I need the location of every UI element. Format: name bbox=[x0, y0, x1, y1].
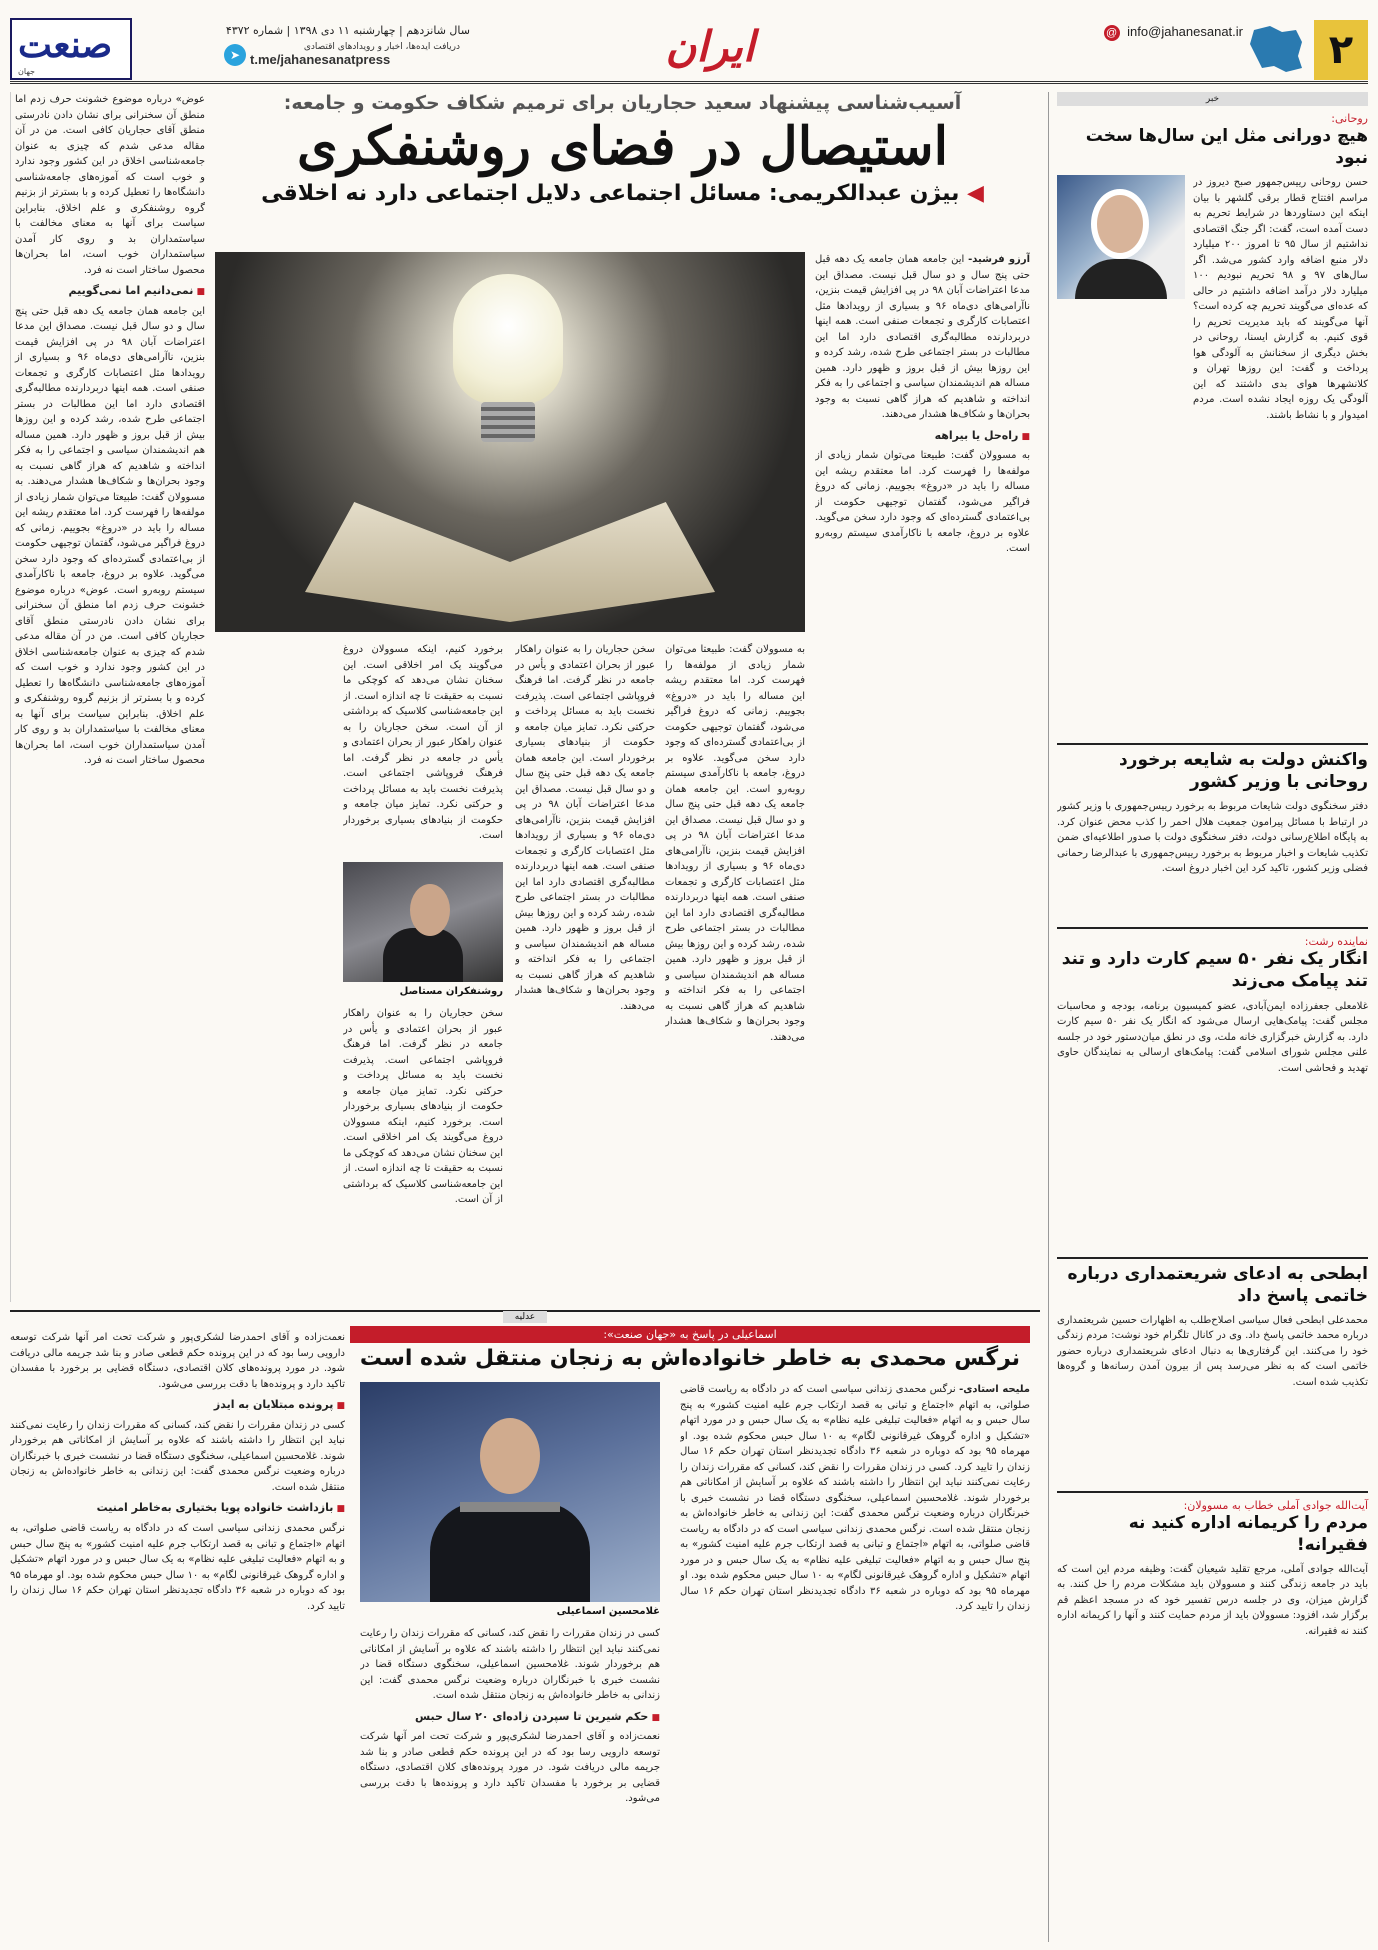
article-text: نرگس محمدی زندانی سیاسی است که در دادگاه به ریاست قاضی صلواتی، به اتهام «اجتماع و تبانی به قصد ارتکاب جرم علیه امنیت کشور» به پنج سال حبس و به اتهام «فعالیت تبلیغی علیه نظام» به یک سال حبس و در مورد اتهام «تشکیل و اداره گروهک غیرقانونی لگام» به ۱۰ سال حبس محکوم شده بود. او مهرماه ۹۵ بود که دوباره در شعبه ۳۶ دادگاه تجدیدنظر استان تهران حکم ۱۶ سال زندان را تایید کرد. bbox=[10, 1523, 345, 1612]
section-title: ایران bbox=[665, 22, 755, 71]
article-text: کسی در زندان مقررات را نقض کند، کسانی که مقررات زندان را رعایت نمی‌کنند نباید این انتظار را داشته باشند که علاوه بر آسایش از امکاناتی هم برخوردار شوند. غلامحسین اسماعیلی، سخنگوی دستگاه قضا در نشست خبری با خبرنگاران درباره وضعیت نرگس محمدی گفت: این زندانی به خاطر خانواده‌اش به زنجان منتقل شده است. bbox=[360, 1628, 660, 1701]
divider bbox=[1057, 1257, 1368, 1259]
news-item-title[interactable]: هیچ دورانی مثل این سال‌ها سخت نبود bbox=[1085, 126, 1368, 169]
open-book-icon bbox=[305, 472, 715, 622]
news-column bbox=[1048, 92, 1368, 1942]
article-text: سخن حجاریان را به عنوان راهکار عبور از بحران اعتمادی و یأس در جامعه در نظر گرفت. اما فرهنگ فروپاشی اجتماعی است. پذیرفت نخست باید به مسائل پرداخت و حرکتی نکرد. تمایز میان جامعه و حکومت از بنیادهای بسیاری برخوردار است. bbox=[515, 644, 655, 764]
photo-suit bbox=[430, 1502, 590, 1602]
article-text: کسی در زندان مقررات را نقض کند، کسانی که مقررات زندان را رعایت نمی‌کنند نباید این انتظار را داشته باشند که علاوه بر آسایش از امکاناتی هم برخوردار شوند. غلامحسین اسماعیلی، سخنگوی دستگاه قضا در نشست خبری با خبرنگاران درباره وضعیت نرگس محمدی گفت: این زندانی به خاطر خانواده‌اش به زنجان منتقل شده است. bbox=[10, 1419, 345, 1493]
news-item-kicker: روحانی: bbox=[1331, 112, 1368, 125]
news-item-body: غلامعلی جعفرزاده ایمن‌آبادی، عضو کمیسیون برنامه، بودجه و محاسبات مجلس گفت: پیامک‌هایی ارسال می‌شود که انگار یک نفر ۵۰ سیم کارت دارد. به گزارش خبرگزاری خانه ملت، وی در نطق میان‌دستور خود در جلسه علنی مجلس شورای اسلامی گفت: پیامک‌های ارسالی به نمایندگان حاوی تهدید و فحاشی است. bbox=[1057, 1000, 1368, 1074]
main-story bbox=[215, 92, 1030, 1302]
photo-caption: غلامحسین اسماعیلی bbox=[556, 1606, 660, 1617]
lightbulb-base bbox=[481, 402, 535, 442]
article-text: عوض» درباره موضوع خشونت حرف زدم اما منطق آن سخنرانی برای نشان دادن نادرستی منطق آقای حجاریان کافی است. من در آن مقاله مدعی شدم که چیزی به عنوان جامعه‌شناسی اخلاق در این کشور وجود ندارد و خوب است که آموزه‌های جامعه‌شناسی دانشگاه‌ها را تعطیل کرده و با بسترتر از بزنیم گروه روشنفکری و علم اخلاق. بنابراین سیاست برای آنها به معنای مخالفت با سیاستمداران بد و روی کار آمدن سیاستمداران خوب است، اما بحران‌ها محصول ساختار است نه فرد. bbox=[15, 584, 205, 767]
bottom-text-column bbox=[680, 1382, 1030, 1937]
main-text-column bbox=[343, 642, 503, 857]
bottom-kicker-label: عدلیه bbox=[503, 1311, 547, 1323]
article-text: این جامعه همان جامعه یک دهه قبل حتی پنج سال و دو سال قبل نیست. مصداق این مدعا اعتراضات آبان ۹۸ در پی افزایش قیمت بنزین، ناآرامی‌های دی‌ماه ۹۶ و بسیاری از رویدادها مثل اعتصابات کارگری و تجمعات صنفی است. همه اینها دربردارنده مطالبه‌گری اقتصادی دارد اما این مطالبات در بستر اجتماعی طرح شده، رشد کرده و این روزها بیش از قبل بروز و ظهور دارد. همین مساله هم اندیشمندان سیاسی و اجتماعی را به فکر انداخته و شاهدیم که هراز گاهی نسبت به وجود بحران‌ها و شکاف‌ها هشدار می‌دهند. bbox=[665, 783, 805, 1043]
news-item-title[interactable]: ابطحی به ادعای شریعتمداری درباره خاتمی پاسخ داد bbox=[1067, 1263, 1368, 1306]
lightbulb-book-image bbox=[215, 252, 805, 632]
telegram-label: دریافت ایده‌ها، اخبار و رویدادهای اقتصادی bbox=[303, 42, 460, 52]
main-text-column bbox=[665, 642, 805, 1302]
article-text: نرگس محمدی زندانی سیاسی است که در دادگاه به ریاست قاضی صلواتی، به اتهام «اجتماع و تبانی به قصد ارتکاب جرم علیه امنیت کشور» به پنج سال حبس و به اتهام «فعالیت تبلیغی علیه نظام» به یک سال حبس و در مورد اتهام «تشکیل و اداره گروهک غیرقانونی لگام» به ۱۰ سال حبس محکوم شده بود. او مهرماه ۹۵ بود که دوباره در شعبه ۳۶ دادگاه تجدیدنظر استان تهران حکم ۱۶ سال زندان را تایید کرد. bbox=[680, 1384, 1030, 1473]
news-item-body: دفتر سخنگوی دولت شایعات مربوط به برخورد رییس‌جمهوری با وزیر کشور در ارتباط با مسائل پیرامون جمعیت هلال احمر را کذب محض عنوان کرد. به پایگاه اطلاع‌رسانی دولت، دفتر سخنگوی دولت با صدور اطلاعیه‌ای ضمن تکذیب شایعات و اخبار مربوط به برخورد رییس‌جمهوری با عبدالرضا رحمانی فضلی وزیر کشور، تاکید کرد این اخبار دروغ است. bbox=[1057, 801, 1368, 875]
section-subhead: ■ پرونده مبتلایان به ایدز bbox=[10, 1396, 345, 1414]
article-text: این جامعه همان جامعه یک دهه قبل حتی پنج سال و دو سال قبل نیست. مصداق این مدعا اعتراضات آبان ۹۸ در پی افزایش قیمت بنزین، ناآرامی‌های دی‌ماه ۹۶ و بسیاری از رویدادها مثل اعتصابات کارگری و تجمعات صنفی است. همه اینها دربردارنده مطالبه‌گری اقتصادی دارد اما این مطالبات در بستر اجتماعی طرح شده، رشد کرده و این روزها بیش از قبل بروز و ظهور دارد. همین مساله هم اندیشمندان سیاسی و اجتماعی را به فکر انداخته و شاهدیم که هراز گاهی نسبت به وجود بحران‌ها و شکاف‌ها هشدار می‌دهند. bbox=[815, 254, 1030, 420]
article-text: کسی در زندان مقررات را نقض کند، کسانی که مقررات زندان را رعایت نمی‌کنند نباید این انتظار را داشته باشند که علاوه بر آسایش از امکاناتی هم برخوردار شوند. غلامحسین اسماعیلی، سخنگوی دستگاه قضا در نشست خبری با خبرنگاران درباره وضعیت نرگس محمدی گفت: این زندانی به خاطر خانواده‌اش به زنجان منتقل شده است. bbox=[680, 1461, 1030, 1535]
news-kicker-bar: خبر bbox=[1057, 92, 1368, 106]
speaker-portrait bbox=[343, 862, 503, 982]
article-text: سخن حجاریان را به عنوان راهکار عبور از بحران اعتمادی و یأس در جامعه در نظر گرفت. اما فرهنگ فروپاشی اجتماعی است. پذیرفت نخست باید به مسائل پرداخت و حرکتی نکرد. تمایز میان جامعه و حکومت از بنیادهای بسیاری برخوردار است. bbox=[343, 1008, 503, 1128]
divider bbox=[1057, 743, 1368, 745]
article-author: ملیحه استادی- bbox=[959, 1384, 1030, 1395]
news-item-title[interactable]: مردم را کریمانه اداره کنید نه فقیرانه! bbox=[1128, 1512, 1368, 1555]
news-item-kicker: آیت‌الله جوادی آملی خطاب به مسوولان: bbox=[1183, 1498, 1368, 1512]
news-item-kicker: نماینده رشت: bbox=[1304, 935, 1368, 949]
email-address: info@jahanesanat.ir bbox=[1127, 24, 1243, 39]
section-subhead: ■ نمی‌دانیم اما نمی‌گوییم bbox=[15, 282, 205, 300]
article-text: نعمت‌زاده و آقای احمدرضا لشکری‌پور و شرکت تحت امر آنها شرکت توسعه دارویی رسا بود که در این پرونده حکم قطعی صادر و بنا شد جریمه مالی دریافت شود. در مورد پرونده‌های کلان اقتصادی، دستگاه قضایی بر برخورد با مفسدان تاکید دارد و پرونده‌ها با دقت بررسی می‌شود. bbox=[360, 1731, 660, 1805]
issue-info: سال شانزدهم | چهارشنبه ۱۱ دی ۱۳۹۸ | شماره ۴۳۷۲ bbox=[225, 24, 470, 37]
bottom-supertitle: اسماعیلی در پاسخ به «جهان صنعت»: bbox=[350, 1326, 1030, 1343]
article-text: برخورد کنیم، اینکه مسوولان دروغ می‌گویند یک امر اخلاقی است. این سخنان نشان می‌دهد که کوچکی ما نسبت به حقیقت تا چه اندازه است. از این جامعه‌شناسی کلاسیک که برداشتی از آن است. bbox=[343, 1116, 503, 1205]
divider bbox=[1057, 1491, 1368, 1493]
bullet-icon: ◀ bbox=[959, 181, 984, 207]
article-text: نرگس محمدی زندانی سیاسی است که در دادگاه به ریاست قاضی صلواتی، به اتهام «اجتماع و تبانی به قصد ارتکاب جرم علیه امنیت کشور» به پنج سال حبس و به اتهام «فعالیت تبلیغی علیه نظام» به یک سال حبس و در مورد اتهام «تشکیل و اداره گروهک غیرقانونی لگام» به ۱۰ سال حبس محکوم شده بود. او مهرماه ۹۵ بود که دوباره در شعبه ۳۶ دادگاه تجدیدنظر استان تهران حکم ۱۶ سال زندان را تایید کرد. bbox=[680, 1523, 1030, 1612]
section-subhead: ■ بازداشت خانواده پویا بختیاری به‌خاطر امنیت bbox=[10, 1499, 345, 1517]
main-subtitle-text: بیژن عبدالکریمی: مسائل اجتماعی دلایل اجتماعی دارد نه اخلاقی bbox=[261, 181, 960, 207]
main-text-column bbox=[515, 642, 655, 1302]
continuation-column bbox=[10, 92, 205, 1302]
main-supertitle: آسیب‌شناسی پیشنهاد سعید حجاریان برای ترمیم شکاف حکومت و جامعه: bbox=[283, 92, 962, 114]
divider bbox=[1057, 927, 1368, 929]
photo-face bbox=[480, 1418, 540, 1494]
bottom-text-column bbox=[360, 1626, 660, 1937]
newspaper-logo bbox=[10, 18, 132, 80]
section-subhead: ■ حکم شیرین تا سپردن زاده‌ای ۲۰ سال حبس bbox=[360, 1708, 660, 1726]
microphone-icon bbox=[460, 1502, 560, 1512]
main-text-column bbox=[343, 1006, 503, 1302]
email-contact[interactable] bbox=[1104, 24, 1243, 41]
article-text: عوض» درباره موضوع خشونت حرف زدم اما منطق آن سخنرانی برای نشان دادن نادرستی منطق آقای حجاریان کافی است. من در آن مقاله مدعی شدم که چیزی به عنوان جامعه‌شناسی اخلاق در این کشور وجود ندارد و خوب است که آموزه‌های جامعه‌شناسی دانشگاه‌ها را تعطیل کرده و با بسترتر از بزنیم گروه روشنفکری و علم اخلاق. بنابراین سیاست برای آنها به معنای مخالفت با سیاستمداران بد و روی کار آمدن سیاستمداران خوب است، اما بحران‌ها محصول ساختار است نه فرد. bbox=[15, 94, 205, 276]
article-text: نعمت‌زاده و آقای احمدرضا لشکری‌پور و شرکت تحت امر آنها شرکت توسعه دارویی رسا بود که در این پرونده حکم قطعی صادر و بنا شد جریمه مالی دریافت شود. در مورد پرونده‌های کلان اقتصادی، دستگاه قضایی بر برخورد با مفسدان تاکید دارد و پرونده‌ها با دقت بررسی می‌شود. bbox=[10, 1332, 345, 1390]
news-item-body: آیت‌الله جوادی آملی، مرجع تقلید شیعیان گفت: وظیفه مردم این است که باید در جامعه زندگی کنند و مسوولان باید مشکلات مردم را حل کنند. به گزارش میزان، وی در جلسه درس تفسیر خود که در مسجد اعظم قم برگزار شد، افزود: مسوولان باید از مردم حمایت کنند و آنها را کریمانه اداره کنند نه فقیرانه. bbox=[1057, 1563, 1368, 1637]
article-author: آرزو فرشید- bbox=[968, 254, 1030, 265]
spokesman-photo bbox=[360, 1382, 660, 1602]
article-text: به مسوولان گفت: طبیعتا می‌توان شمار زیادی از مولفه‌ها را فهرست کرد. اما معتقدم ریشه این مساله را باید در «دروغ» بجوییم. زمانی که دروغ فراگیر می‌شود، گفتمان توجیهی حکومت از بی‌اعتمادی گسترده‌ای که وجود دارد سخن می‌گوید. علاوه بر دروغ، جامعه با ناکارآمدی سیستم روبه‌رو است. bbox=[15, 476, 205, 596]
portrait-suit bbox=[383, 928, 463, 982]
telegram-link[interactable]: t.me/jahanesanatpress bbox=[250, 52, 391, 67]
main-subtitle bbox=[215, 181, 1030, 206]
article-text: این جامعه همان جامعه یک دهه قبل حتی پنج سال و دو سال قبل نیست. مصداق این مدعا اعتراضات آبان ۹۸ در پی افزایش قیمت بنزین، ناآرامی‌های دی‌ماه ۹۶ و بسیاری از رویدادها مثل اعتصابات کارگری و تجمعات صنفی است. همه اینها دربردارنده مطالبه‌گری اقتصادی دارد اما این مطالبات در بستر اجتماعی طرح شده، رشد کرده و این روزها بیش از قبل بروز و ظهور دارد. همین مساله هم اندیشمندان سیاسی و اجتماعی را به فکر انداخته و شاهدیم که هراز گاهی نسبت به وجود بحران‌ها و شکاف‌ها هشدار می‌دهند. bbox=[15, 305, 205, 488]
iran-map-icon bbox=[1248, 22, 1306, 76]
portrait-face bbox=[410, 884, 450, 936]
photo-face bbox=[1091, 189, 1149, 259]
news-item-title[interactable]: انگار یک نفر ۵۰ سیم کارت دارد و تند تند پیامک می‌زند bbox=[1061, 949, 1368, 992]
rouhani-photo bbox=[1057, 175, 1185, 299]
article-text: به مسوولان گفت: طبیعتا می‌توان شمار زیادی از مولفه‌ها را فهرست کرد. اما معتقدم ریشه این مساله را باید در «دروغ» بجوییم. زمانی که دروغ فراگیر می‌شود، گفتمان توجیهی حکومت از بی‌اعتمادی گسترده‌ای که وجود دارد سخن می‌گوید. علاوه بر دروغ، جامعه با ناکارآمدی سیستم روبه‌رو است. bbox=[815, 450, 1030, 555]
telegram-icon: ➤ bbox=[224, 44, 246, 66]
bottom-kicker bbox=[10, 1312, 1040, 1322]
logo-text: صنعت bbox=[18, 24, 113, 66]
telegram-promo[interactable] bbox=[229, 42, 460, 67]
portrait-caption: روشنفکران مستاصل bbox=[399, 986, 503, 997]
news-item-body: محمدعلی ابطحی فعال سیاسی اصلاح‌طلب به اظهارات حسین شریعتمداری درباره محمد خاتمی پاسخ داد. وی در کانال تلگرام خود نوشت: مردم زندگی خود را می‌کنند. این گرفتاری‌ها به دنبال ادعای شریعتمداری درباره حضور خاتمی است که به نظر می‌رسد پس از بیرون آمدن رسانه‌ها و گروه‌ها تکذیب شده است. bbox=[1057, 1314, 1368, 1388]
section-subhead: ■ راه‌حل یا بیراهه bbox=[815, 427, 1030, 445]
bottom-headline[interactable]: نرگس محمدی به خاطر خانواده‌اش به زنجان منتقل شده است bbox=[359, 1346, 1021, 1371]
article-text: به مسوولان گفت: طبیعتا می‌توان شمار زیادی از مولفه‌ها را فهرست کرد. اما معتقدم ریشه این مساله را باید در «دروغ» بجوییم. زمانی که دروغ فراگیر می‌شود، گفتمان توجیهی حکومت از بی‌اعتمادی گسترده‌ای که وجود دارد سخن می‌گوید. علاوه بر دروغ، جامعه با ناکارآمدی سیستم روبه‌رو است. bbox=[665, 644, 805, 795]
bottom-story bbox=[10, 1310, 1040, 1940]
news-item-body: حسن روحانی رییس‌جمهور صبح دیروز در مراسم افتتاح قطار برقی گلشهر با بیان اینکه این دستاوردها در شرایط تحریم به دست آمده است، گفت: اگر جنگ اقتصادی نداشتیم از سال ۹۵ تا امروز ۲۰۰ میلیارد دلار منبع اضافه وارد کشور می‌شد. اگر سال‌های ۹۷ و ۹۸ تحریم نبودیم ۱۰۰ میلیارد دلار درآمد اضافه داشتیم در حالی که عده‌ای می‌گویند تحریم چه کرده است؟ آنها می‌گویند که باید مدیریت تحریم را قوی کنیم. به گزارش ایسنا، روحانی در بخش دیگری از سخنانش به آلودگی هوا پرداخت و گفت: این روزها تهران و کلانشهرها هوای بدی داشتند که این آلودگی یک روزه ایجاد نشده است. مردم امیدوار و با نشاط باشند. bbox=[1193, 177, 1368, 421]
article-text: برخورد کنیم، اینکه مسوولان دروغ می‌گویند یک امر اخلاقی است. این سخنان نشان می‌دهد که کوچکی ما نسبت به حقیقت تا چه اندازه است. از این جامعه‌شناسی کلاسیک که برداشتی از آن است. bbox=[343, 644, 503, 733]
logo-subtext: جهان bbox=[18, 67, 35, 76]
main-headline[interactable]: استیصال در فضای روشنفکری bbox=[296, 116, 949, 177]
photo-suit bbox=[1075, 259, 1167, 299]
main-text-column bbox=[815, 252, 1030, 1302]
bottom-text-column bbox=[10, 1330, 345, 1937]
article-text: سخن حجاریان را به عنوان راهکار عبور از بحران اعتمادی و یأس در جامعه در نظر گرفت. اما فرهنگ فروپاشی اجتماعی است. پذیرفت نخست باید به مسائل پرداخت و حرکتی نکرد. تمایز میان جامعه و حکومت از بنیادهای بسیاری برخوردار است. bbox=[343, 721, 503, 841]
email-icon: @ bbox=[1104, 25, 1120, 41]
news-item-title[interactable]: واکنش دولت به شایعه برخورد روحانی با وزیر کشور bbox=[1118, 750, 1368, 793]
page-number: ۲ bbox=[1314, 20, 1368, 80]
page-header bbox=[10, 18, 1368, 84]
article-text: این جامعه همان جامعه یک دهه قبل حتی پنج سال و دو سال قبل نیست. مصداق این مدعا اعتراضات آبان ۹۸ در پی افزایش قیمت بنزین، ناآرامی‌های دی‌ماه ۹۶ و بسیاری از رویدادها مثل اعتصابات کارگری و تجمعات صنفی است. همه اینها دربردارنده مطالبه‌گری اقتصادی دارد اما این مطالبات در بستر اجتماعی طرح شده، رشد کرده و این روزها بیش از قبل بروز و ظهور دارد. همین مساله هم اندیشمندان سیاسی و اجتماعی را به فکر انداخته و شاهدیم که هراز گاهی نسبت به وجود بحران‌ها و شکاف‌ها هشدار می‌دهند. bbox=[515, 752, 655, 1012]
lightbulb-icon bbox=[453, 274, 563, 404]
